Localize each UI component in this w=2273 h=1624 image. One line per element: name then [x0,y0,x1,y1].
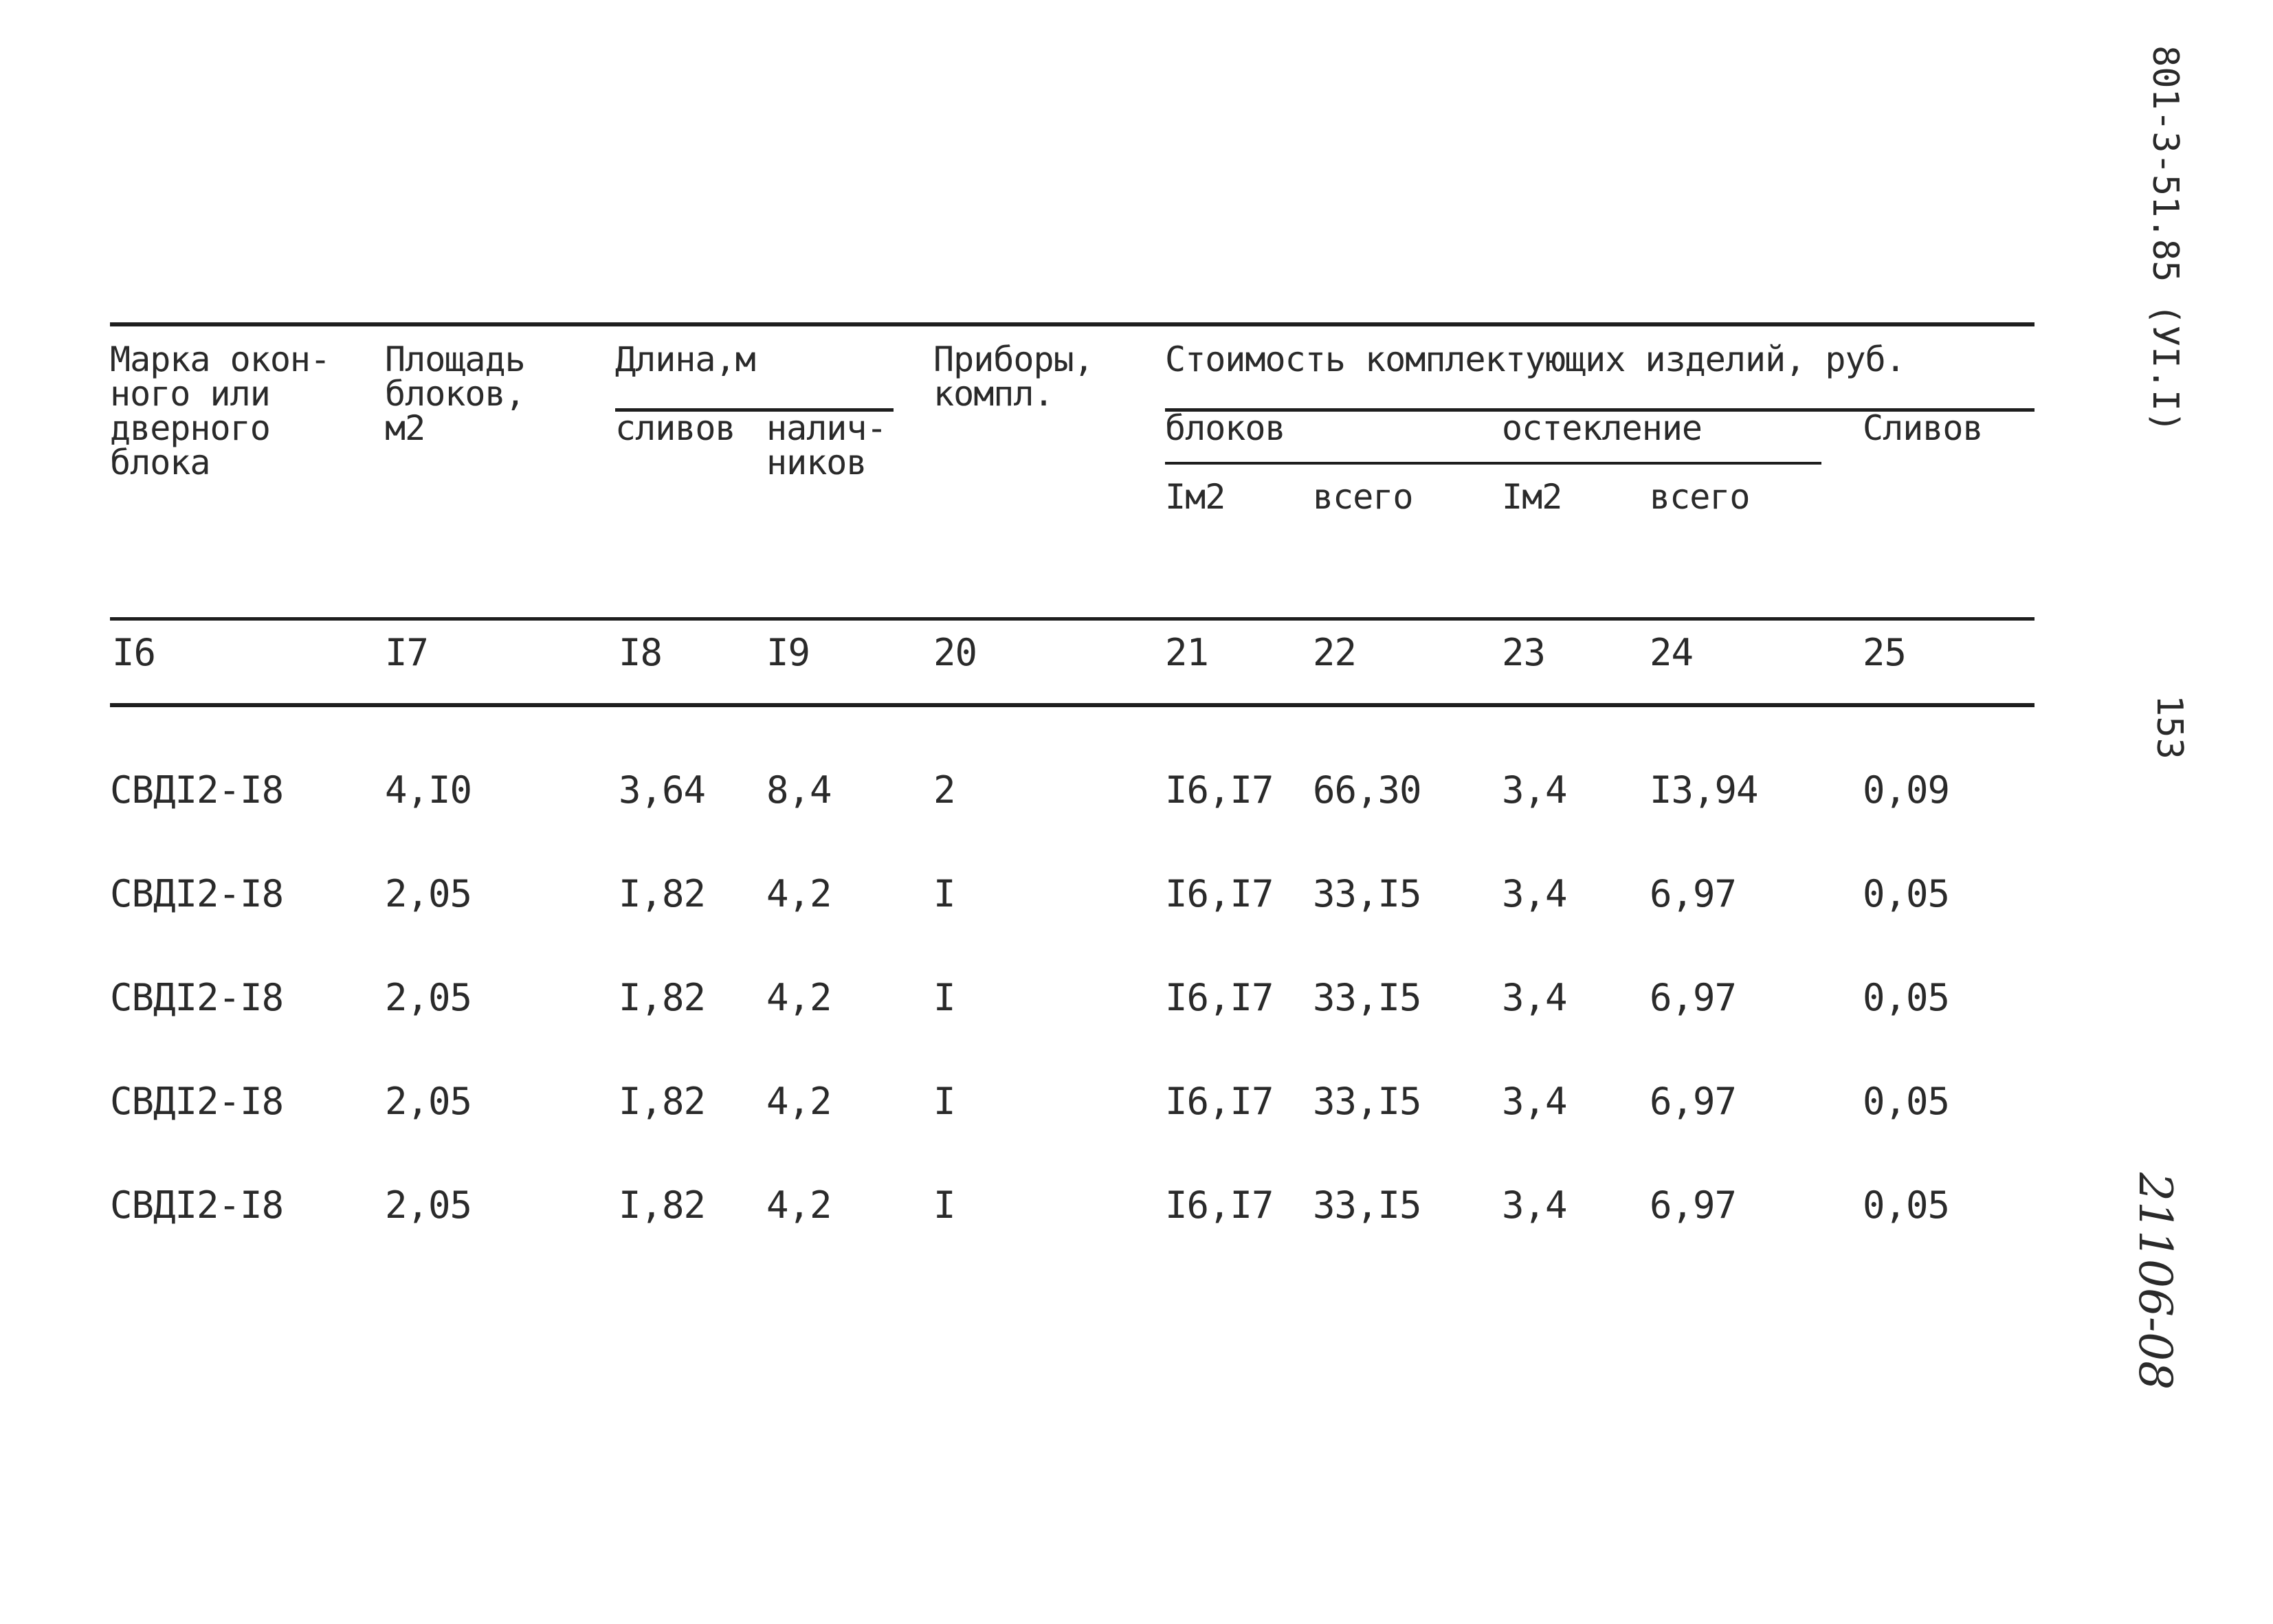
cell-trim-length: 4,2 [766,976,832,1019]
cell-area: 2,05 [385,1080,472,1123]
cell-blocks-per-m2: I6,I7 [1165,768,1274,812]
header-area-line: м2 [385,408,425,448]
cell-glazing-total: 6,97 [1650,872,1737,915]
cell-mark: СВДI2-I8 [110,1183,284,1227]
cell-drips: 0,05 [1863,976,1950,1019]
header-glazing-per-m2: Iм2 [1502,477,1562,517]
cell-drips: 0,05 [1863,872,1950,915]
cell-glazing-per-m2: 3,4 [1502,1183,1567,1227]
header-mark-line: Марка окон- [110,340,331,379]
header-fittings-line: Приборы, [933,340,1094,379]
cell-glazing-total: 6,97 [1650,1080,1737,1123]
cell-drips: 0,05 [1863,1183,1950,1227]
cell-mark: СВДI2-I8 [110,872,284,915]
cell-drips: 0,09 [1863,768,1950,812]
inventory-number: 21106-08 [2129,1172,2182,1390]
cell-area: 2,05 [385,976,472,1019]
cell-glazing-total: 6,97 [1650,976,1737,1019]
header-mark-line: дверного [110,408,270,448]
column-number: 25 [1863,631,1907,674]
column-number: 20 [933,631,977,674]
cell-area: 4,I0 [385,768,472,812]
cell-blocks-per-m2: I6,I7 [1165,1080,1274,1123]
cell-drip-length: I,82 [619,872,706,915]
page-number: 153 [2149,695,2190,759]
cell-glazing-per-m2: 3,4 [1502,872,1567,915]
header-glazing-total: всего [1650,477,1750,517]
cell-fittings: I [933,1183,955,1227]
cell-blocks-per-m2: I6,I7 [1165,976,1274,1019]
cell-mark: СВДI2-I8 [110,768,284,812]
column-number: I9 [766,631,810,674]
column-numbers-bottom-rule [110,703,2034,707]
column-number: I6 [112,631,156,674]
cell-fittings: 2 [933,768,955,812]
cell-blocks-per-m2: I6,I7 [1165,872,1274,915]
cell-glazing-per-m2: 3,4 [1502,1080,1567,1123]
header-length: Длина,м [615,340,755,379]
header-cost-glazing: остекление [1502,408,1703,448]
cell-blocks-per-m2: I6,I7 [1165,1183,1274,1227]
header-fittings-line: компл. [933,374,1054,414]
cost-subgroup-rule [1165,462,1821,465]
cell-glazing-per-m2: 3,4 [1502,768,1567,812]
cell-drip-length: I,82 [619,1183,706,1227]
cell-trim-length: 4,2 [766,1183,832,1227]
header-mark-line: блока [110,443,210,482]
header-area-line: Площадь [385,340,525,379]
header-blocks-total: всего [1313,477,1413,517]
cell-drips: 0,05 [1863,1080,1950,1123]
column-number: 24 [1650,631,1694,674]
cell-area: 2,05 [385,872,472,915]
cell-area: 2,05 [385,1183,472,1227]
cell-glazing-per-m2: 3,4 [1502,976,1567,1019]
cell-fittings: I [933,976,955,1019]
cell-blocks-total: 33,I5 [1313,976,1421,1019]
header-length-drips: сливов [615,408,735,448]
cell-glazing-total: 6,97 [1650,1183,1737,1227]
cell-blocks-total: 66,30 [1313,768,1421,812]
header-length-trim-line: налич- [766,408,887,448]
cell-blocks-total: 33,I5 [1313,1183,1421,1227]
table-top-rule [110,322,2034,326]
cell-fittings: I [933,1080,955,1123]
cell-trim-length: 4,2 [766,872,832,915]
column-number: I7 [385,631,429,674]
header-area-line: блоков, [385,374,525,414]
cell-blocks-total: 33,I5 [1313,872,1421,915]
cell-trim-length: 4,2 [766,1080,832,1123]
header-cost: Стоимость комплектующих изделий, руб. [1165,340,1905,379]
header-cost-blocks: блоков [1165,408,1285,448]
cell-fittings: I [933,872,955,915]
cell-drip-length: 3,64 [619,768,706,812]
cell-drip-length: I,82 [619,1080,706,1123]
cell-trim-length: 8,4 [766,768,832,812]
column-number: 22 [1313,631,1357,674]
header-length-trim-line: ников [766,443,867,482]
document-code: 801-3-51.85 (УI.I) [2144,45,2186,433]
column-number: 21 [1165,631,1209,674]
column-number: I8 [619,631,663,674]
header-cost-drips: Сливов [1863,408,1983,448]
header-mark-line: ного или [110,374,270,414]
cell-mark: СВДI2-I8 [110,1080,284,1123]
column-number: 23 [1502,631,1546,674]
cell-glazing-total: I3,94 [1650,768,1758,812]
cell-mark: СВДI2-I8 [110,976,284,1019]
header-bottom-rule [110,617,2034,621]
cell-drip-length: I,82 [619,976,706,1019]
header-blocks-per-m2: Iм2 [1165,477,1226,517]
cell-blocks-total: 33,I5 [1313,1080,1421,1123]
